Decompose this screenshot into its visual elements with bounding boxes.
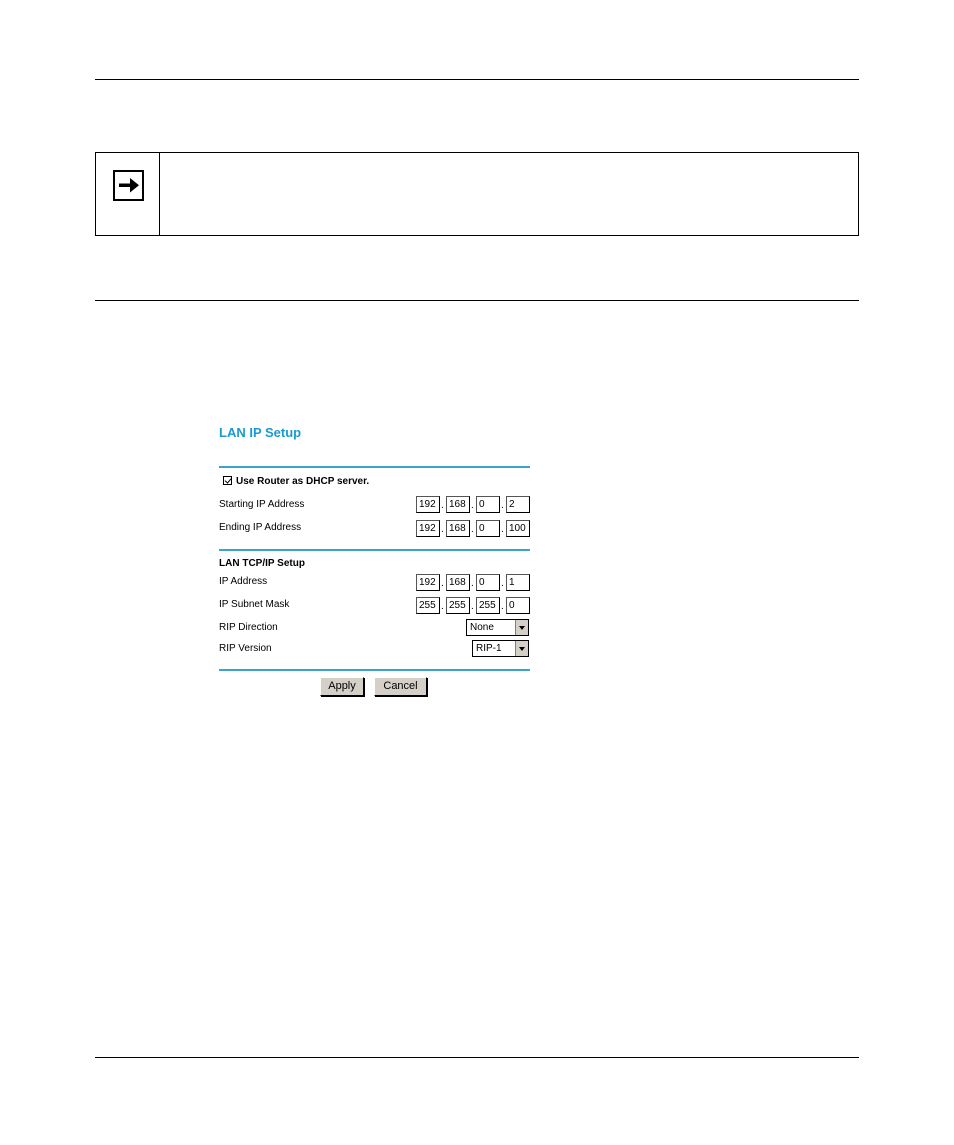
- ip-dot: .: [441, 578, 444, 589]
- rip-direction-select[interactable]: [466, 619, 529, 636]
- rip-direction-label: RIP Direction: [219, 622, 278, 633]
- starting-ip-octet-4[interactable]: [506, 496, 530, 513]
- ip-dot: .: [501, 500, 504, 511]
- subnet-mask-octet-2[interactable]: [446, 597, 470, 614]
- ip-address-octet-3[interactable]: [476, 574, 500, 591]
- ip-dot: .: [441, 500, 444, 511]
- rip-direction-value: None: [470, 622, 494, 633]
- chevron-down-icon[interactable]: [515, 620, 528, 635]
- subnet-mask-octet-1[interactable]: [416, 597, 440, 614]
- ip-dot: .: [501, 578, 504, 589]
- divider-middle: [219, 549, 530, 551]
- ip-dot: .: [501, 601, 504, 612]
- ending-ip-octet-3[interactable]: [476, 520, 500, 537]
- starting-ip-octet-3[interactable]: [476, 496, 500, 513]
- ending-ip-label: Ending IP Address: [219, 522, 302, 533]
- subnet-mask-octet-4[interactable]: [506, 597, 530, 614]
- apply-button[interactable]: Apply: [320, 677, 364, 696]
- dhcp-server-label: Use Router as DHCP server.: [236, 476, 370, 487]
- ending-ip-octet-1[interactable]: [416, 520, 440, 537]
- divider-bottom: [219, 669, 530, 671]
- ip-dot: .: [471, 601, 474, 612]
- header-rule: [95, 79, 859, 80]
- ip-address-octet-4[interactable]: [506, 574, 530, 591]
- tcpip-section-label: LAN TCP/IP Setup: [219, 558, 305, 569]
- ip-dot: .: [471, 524, 474, 535]
- footer-rule: [95, 1057, 859, 1058]
- ip-address-octet-2[interactable]: [446, 574, 470, 591]
- ending-ip-octet-2[interactable]: [446, 520, 470, 537]
- dhcp-server-checkbox[interactable]: [223, 476, 232, 485]
- ending-ip-octet-4[interactable]: [506, 520, 530, 537]
- lan-ip-setup-panel: [219, 420, 530, 710]
- starting-ip-octet-1[interactable]: [416, 496, 440, 513]
- ip-dot: .: [471, 578, 474, 589]
- subnet-mask-label: IP Subnet Mask: [219, 599, 290, 610]
- rip-version-label: RIP Version: [219, 643, 272, 654]
- divider-top: [219, 466, 530, 468]
- arrow-right-icon: [113, 170, 144, 201]
- ip-address-label: IP Address: [219, 576, 268, 587]
- note-divider: [159, 153, 160, 235]
- starting-ip-label: Starting IP Address: [219, 499, 305, 510]
- ip-address-octet-1[interactable]: [416, 574, 440, 591]
- subnet-mask-octet-3[interactable]: [476, 597, 500, 614]
- ip-dot: .: [501, 524, 504, 535]
- page-title: LAN IP Setup: [219, 425, 302, 440]
- ip-dot: .: [471, 500, 474, 511]
- rip-version-value: RIP-1: [476, 643, 502, 654]
- chevron-down-icon[interactable]: [515, 641, 528, 656]
- cancel-button[interactable]: Cancel: [374, 677, 427, 696]
- note-box: [95, 152, 859, 236]
- section-rule: [95, 300, 859, 301]
- ip-dot: .: [441, 524, 444, 535]
- starting-ip-octet-2[interactable]: [446, 496, 470, 513]
- ip-dot: .: [441, 601, 444, 612]
- rip-version-select[interactable]: [472, 640, 529, 657]
